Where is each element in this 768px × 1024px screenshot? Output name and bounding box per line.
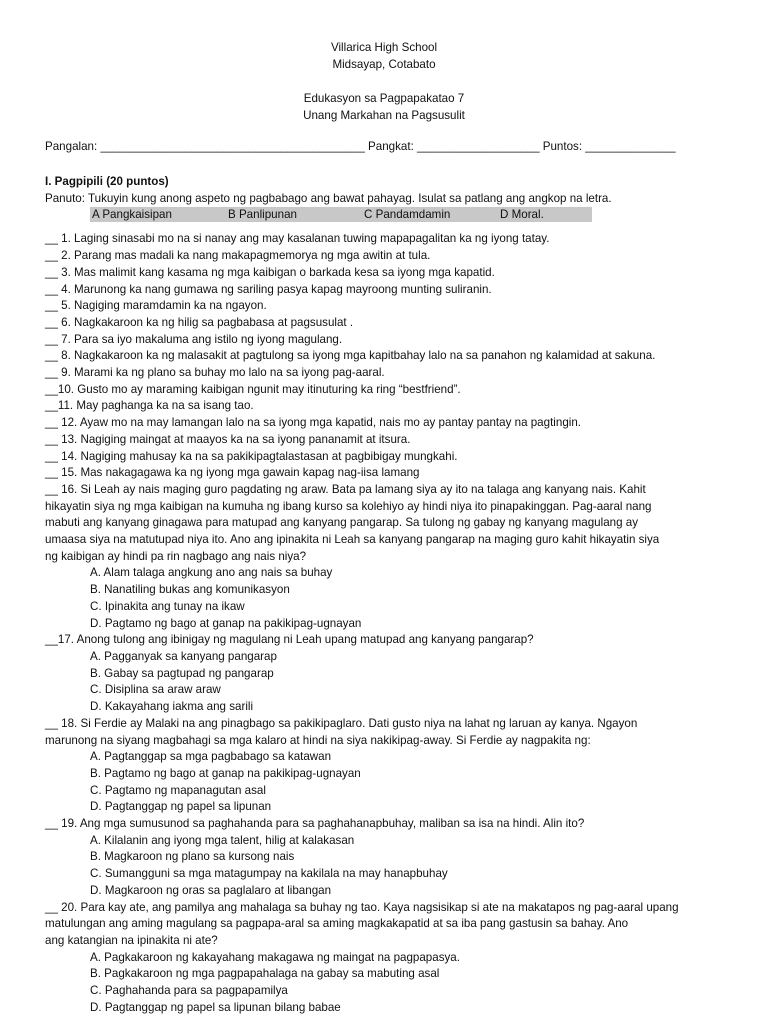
question-item: __ 1. Laging sinasabi mo na si nanay ang may kasalanan tuwing mapapagalitan ka ng iyong tatay. <box>45 232 550 246</box>
choice-a: A Pangkaisipan <box>92 208 172 222</box>
answer-option: C. Paghahanda para sa pagpapamilya <box>90 984 288 998</box>
question-text-line: hikayatin siya ng mga kaibigan na kumuha ng ibang kurso sa kolehiyo ay hindi niya ito pinapakinggan. Pag-aaral nang <box>45 499 652 513</box>
question-text-line: marunong na siyang magbahagi sa mga kalaro at hindi na siya nakikipag-away. Si Ferdie ay nagpakita ng: <box>45 733 591 747</box>
answer-option: D. Magkaroon ng oras sa paglalaro at libangan <box>90 883 332 897</box>
question-text-line: umaasa siya na matutupad niya ito. Ano ang ipinakita ni Leah sa kanyang pangarap na maging guro kahit hikayatin siya <box>45 533 660 547</box>
section-title: I. Pagpipili (20 puntos) <box>45 175 169 188</box>
answer-option: D. Pagtanggap ng papel sa lipunan bilang babae <box>90 1000 341 1014</box>
answer-option: B. Pagkakaroon ng mga pagpapahalaga na gabay sa mabuting asal <box>90 967 440 981</box>
instructions: Panuto: Tukuyin kung anong aspeto ng pagbabago ang bawat pahayag. Isulat sa patlang ang angkop na letra. <box>45 191 612 205</box>
question-text-line: __ 16. Si Leah ay nais maging guro pagdating ng araw. Bata pa lamang siya ay ito na talaga ang kanyang nais. Kahit <box>45 482 646 496</box>
school-name: Villarica High School <box>330 41 438 54</box>
question-item: __ 2. Parang mas madali ka nang makapagmemorya ng mga awitin at tula. <box>45 249 431 263</box>
choice-d: D Moral. <box>500 208 544 222</box>
question-item: __ 8. Nagkakaroon ka ng malasakit at pagtulong sa iyong mga kapitbahay lalo na sa panahon ng kalamidad at sakuna. <box>45 349 656 363</box>
answer-option: B. Magkaroon ng plano sa kursong nais <box>90 850 295 864</box>
question-item: __ 4. Marunong ka nang gumawa ng sariling pasya kapag mayroong munting suliranin. <box>45 282 492 296</box>
question-item: __ 15. Mas nakagagawa ka ng iyong mga gawain kapag nag-iisa lamang <box>45 466 420 480</box>
answer-option: B. Gabay sa pagtupad ng pangarap <box>90 666 274 680</box>
answer-option: D. Kakayahang iakma ang sarili <box>90 700 254 714</box>
question-item: __ 3. Mas malimit kang kasama ng mga kaibigan o barkada kesa sa iyong mga kapatid. <box>45 265 495 279</box>
question-text-line: __ 20. Para kay ate, ang pamilya ang mahalaga sa buhay ng tao. Kaya nagsisikap si ate na makatapos ng pag-aaral upang <box>45 900 679 914</box>
question-17 <box>45 632 735 716</box>
question-16 <box>45 482 735 632</box>
answer-option: C. Pagtamo ng mapanagutan asal <box>90 783 266 797</box>
answer-option: A. Pagganyak sa kanyang pangarap <box>90 649 277 663</box>
choice-b: B Panlipunan <box>228 208 297 222</box>
question-text-line: __ 18. Si Ferdie ay Malaki na ang pinagbago sa pakikipaglaro. Dati gusto niya na lahat ng laruan ay kanya. Ngayon <box>45 716 638 730</box>
document-header <box>0 40 768 73</box>
exam-header <box>0 91 768 124</box>
answer-option: A. Pagtanggap sa mga pagbabago sa katawan <box>90 750 332 764</box>
question-item: __ 6. Nagkakaroon ka ng hilig sa pagbabasa at pagsusulat . <box>45 315 354 329</box>
choices-legend <box>90 207 592 222</box>
answer-option: A. Kilalanin ang iyong mga talent, hilig at kalakasan <box>90 833 355 847</box>
answer-option: D. Pagtanggap ng papel sa lipunan <box>90 800 272 814</box>
item-list <box>45 231 735 482</box>
question-item: __ 5. Nagiging maramdamin ka na ngayon. <box>45 299 267 313</box>
question-text-line: mabuti ang kanyang ginagawa para matupad ang kanyang pangarap. Sa tulong ng gabay ng kanyang magulang ay <box>45 516 639 530</box>
question-item: __ 7. Para sa iyo makaluma ang istilo ng iyong magulang. <box>45 332 343 346</box>
question-item: __ 12. Ayaw mo na may lamangan lalo na sa iyong mga kapatid, nais mo ay pantay pantay na pagtingin. <box>45 416 582 430</box>
question-text-line: __17. Anong tulong ang ibinigay ng magulang ni Leah upang matupad ang kanyang pangarap? <box>45 633 534 647</box>
question-text-line: matulungan ang aming magulang sa pagpapa-aral sa aming magkakapatid at sa iba pang gastusin sa bahay. Ano <box>45 917 629 931</box>
question-text-line: ang katangian na ipinakita ni ate? <box>45 933 218 947</box>
answer-option: A. Alam talaga angkung ano ang nais sa buhay <box>90 566 333 580</box>
question-text-line: ng kaibigan ay hindi pa rin nagbago ang nais niya? <box>45 549 307 563</box>
exam-title: Unang Markahan na Pagsusulit <box>303 108 465 122</box>
choice-c: C Pandamdamin <box>364 208 451 222</box>
question-item: __11. May paghanga ka na sa isang tao. <box>45 399 254 413</box>
question-text-line: __ 19. Ang mga sumusunod sa paghahanda para sa paghahanapbuhay, maliban sa isa na hindi. Alin ito? <box>45 817 585 831</box>
answer-option: A. Pagkakaroon ng kakayahang makagawa ng maingat na pagpapasya. <box>90 950 460 964</box>
answer-option: C. Disiplina sa araw araw <box>90 683 221 697</box>
school-location: Midsayap, Cotabato <box>332 57 436 71</box>
answer-option: B. Pagtamo ng bago at ganap na pakikipag-ugnayan <box>90 766 361 780</box>
question-item: __ 13. Nagiging maingat at maayos ka na sa iyong pananamit at itsura. <box>45 432 411 446</box>
answer-option: B. Nanatiling bukas ang komunikasyon <box>90 583 290 597</box>
question-18 <box>45 716 735 816</box>
question-item: __ 14. Nagiging mahusay ka na sa pakikipagtalastasan at pagbibigay mungkahi. <box>45 449 458 463</box>
subject-title: Edukasyon sa Pagpapakatao 7 <box>303 92 465 105</box>
student-info-line: Pangalan: _________________________________________ Pangkat: ___________________ Puntos: ______________ <box>45 140 676 153</box>
answer-option: C. Sumangguni sa mga matagumpay na kakilala na may hanapbuhay <box>90 867 448 881</box>
question-20 <box>45 900 735 1017</box>
answer-option: C. Ipinakita ang tunay na ikaw <box>90 599 245 613</box>
answer-option: D. Pagtamo ng bago at ganap na pakikipag-ugnayan <box>90 616 362 630</box>
question-item: __ 9. Marami ka ng plano sa buhay mo lalo na sa iyong pag-aaral. <box>45 366 385 380</box>
exam-content <box>45 174 735 1016</box>
question-19 <box>45 816 735 900</box>
question-item: __10. Gusto mo ay maraming kaibigan ngunit may itinuturing ka ring “bestfriend”. <box>45 382 461 396</box>
